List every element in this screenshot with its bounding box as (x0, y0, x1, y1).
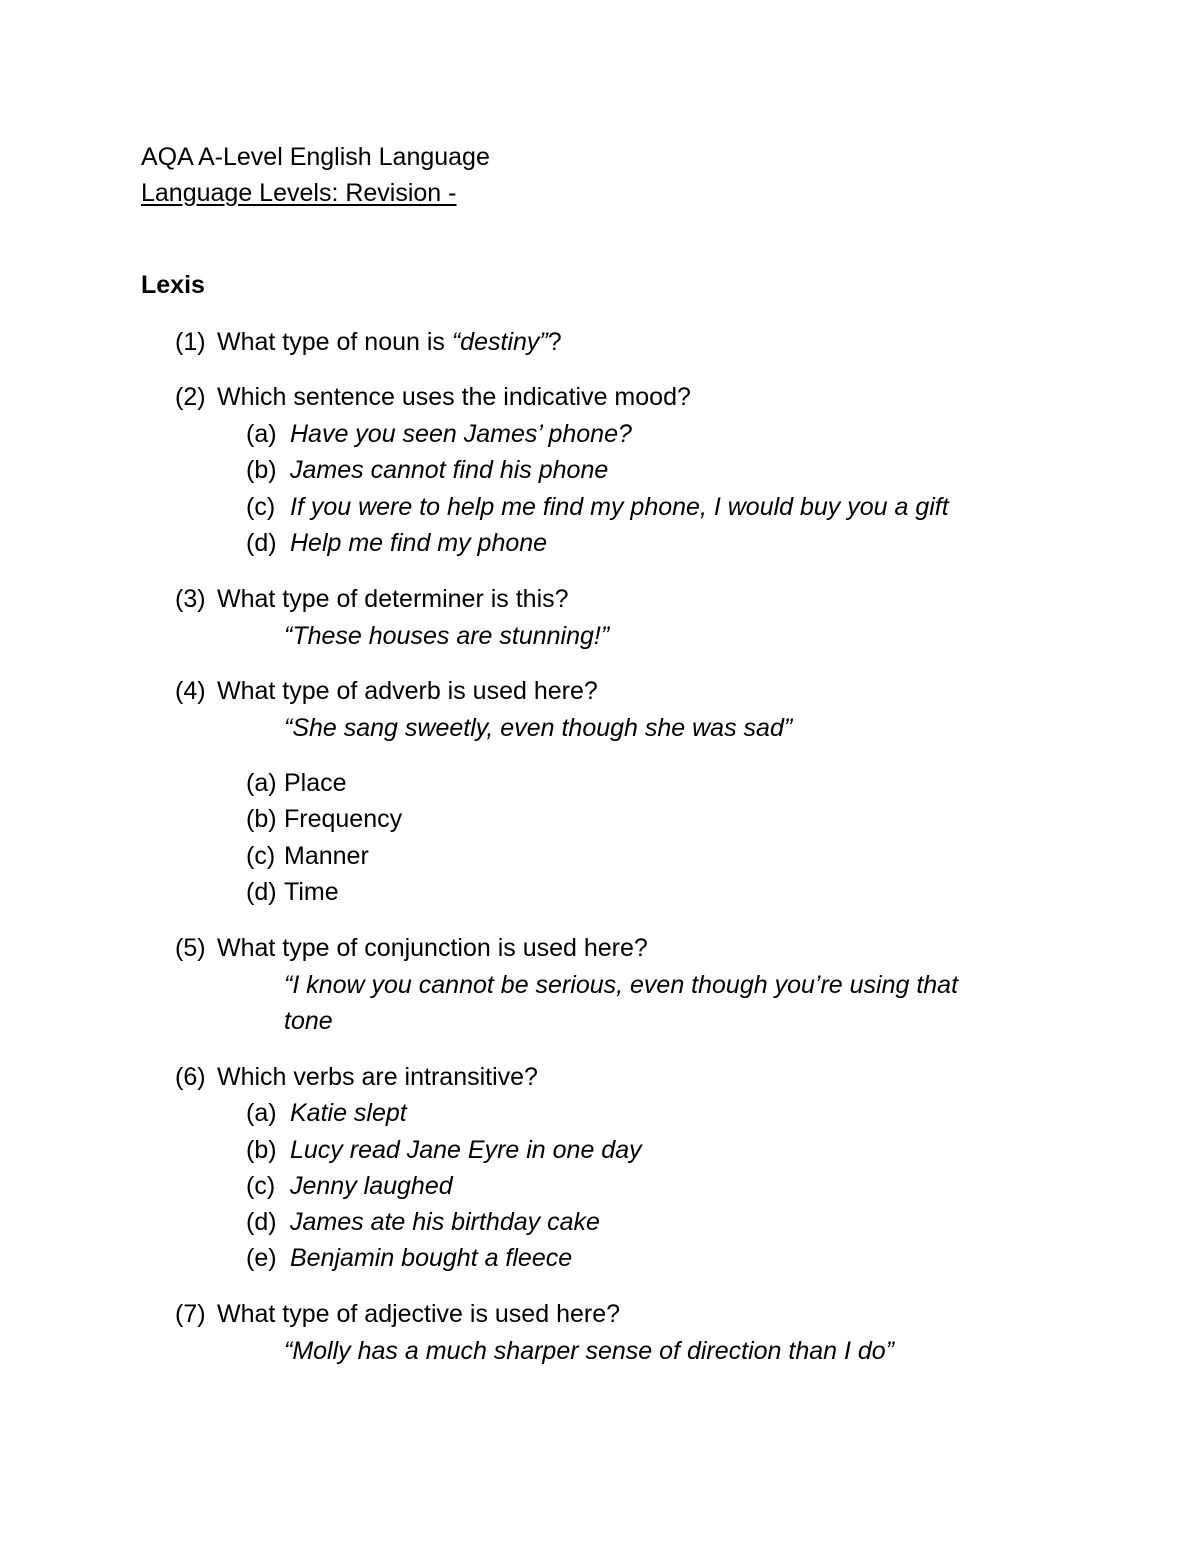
option-text: Place (284, 769, 347, 797)
option-text: If you were to help me find my phone, I would buy you a gift (290, 493, 949, 521)
question-text: What type of determiner is this? (217, 585, 569, 613)
example-quote-continued: tone (284, 1007, 333, 1035)
option-label: (a) (246, 420, 277, 448)
answer-option (246, 804, 402, 834)
question-2 (175, 382, 691, 412)
option-label: (d) (246, 529, 277, 557)
option-label: (a) (246, 769, 277, 797)
document-title: AQA A-Level English Language (141, 143, 490, 171)
option-text: Jenny laughed (290, 1172, 453, 1200)
answer-option (246, 419, 632, 449)
option-text: Lucy read Jane Eyre in one day (290, 1136, 642, 1164)
question-number: (1) (175, 328, 206, 356)
question-text: What type of adjective is used here? (217, 1300, 621, 1328)
example-quote: “I know you cannot be serious, even though you’re using that (284, 971, 959, 999)
answer-option (246, 492, 949, 522)
option-text: James cannot find his phone (290, 456, 609, 484)
answer-option (246, 768, 347, 798)
answer-option (246, 1243, 572, 1273)
example-quote: “Molly has a much sharper sense of direction than I do” (284, 1337, 895, 1365)
answer-option (246, 841, 369, 871)
option-label: (c) (246, 493, 276, 521)
option-label: (d) (246, 1208, 277, 1236)
answer-option (246, 1135, 642, 1165)
question-number: (7) (175, 1300, 206, 1328)
option-label: (b) (246, 456, 277, 484)
question-number: (6) (175, 1063, 206, 1091)
option-text: Benjamin bought a fleece (290, 1244, 573, 1272)
example-quote: “She sang sweetly, even though she was sad” (284, 714, 793, 742)
option-label: (a) (246, 1099, 277, 1127)
option-label: (b) (246, 805, 277, 833)
question-6 (175, 1062, 538, 1092)
question-text: Which verbs are intransitive? (217, 1063, 538, 1091)
option-text: Help me find my phone (290, 529, 548, 557)
answer-option (246, 455, 608, 485)
answer-option (246, 528, 547, 558)
question-text: Which sentence uses the indicative mood? (217, 383, 691, 411)
question-text: What type of conjunction is used here? (217, 934, 648, 962)
question-number: (2) (175, 383, 206, 411)
option-label: (e) (246, 1244, 277, 1272)
question-text-end: ? (547, 328, 562, 356)
option-label: (c) (246, 842, 276, 870)
question-text: What type of noun is (217, 328, 452, 356)
option-label: (c) (246, 1172, 276, 1200)
option-text: Manner (284, 842, 369, 870)
option-text: James ate his birthday cake (290, 1208, 600, 1236)
option-text: Frequency (284, 805, 403, 833)
answer-option (246, 877, 339, 907)
question-number: (4) (175, 677, 206, 705)
question-7 (175, 1299, 620, 1329)
question-5 (175, 933, 648, 963)
question-text: What type of adverb is used here? (217, 677, 598, 705)
option-text: Have you seen James’ phone? (290, 420, 632, 448)
section-heading: Lexis (141, 271, 205, 299)
question-number: (3) (175, 585, 206, 613)
question-term: “destiny” (451, 328, 548, 356)
question-number: (5) (175, 934, 206, 962)
answer-option (246, 1171, 453, 1201)
question-1 (175, 327, 562, 357)
question-3 (175, 584, 569, 614)
answer-option (246, 1207, 600, 1237)
option-text: Time (284, 878, 339, 906)
question-4 (175, 676, 598, 706)
document-subtitle: Language Levels: Revision - (141, 179, 457, 207)
option-text: Katie slept (290, 1099, 407, 1127)
option-label: (b) (246, 1136, 277, 1164)
answer-option (246, 1098, 407, 1128)
option-label: (d) (246, 878, 277, 906)
example-quote: “These houses are stunning!” (284, 622, 610, 650)
